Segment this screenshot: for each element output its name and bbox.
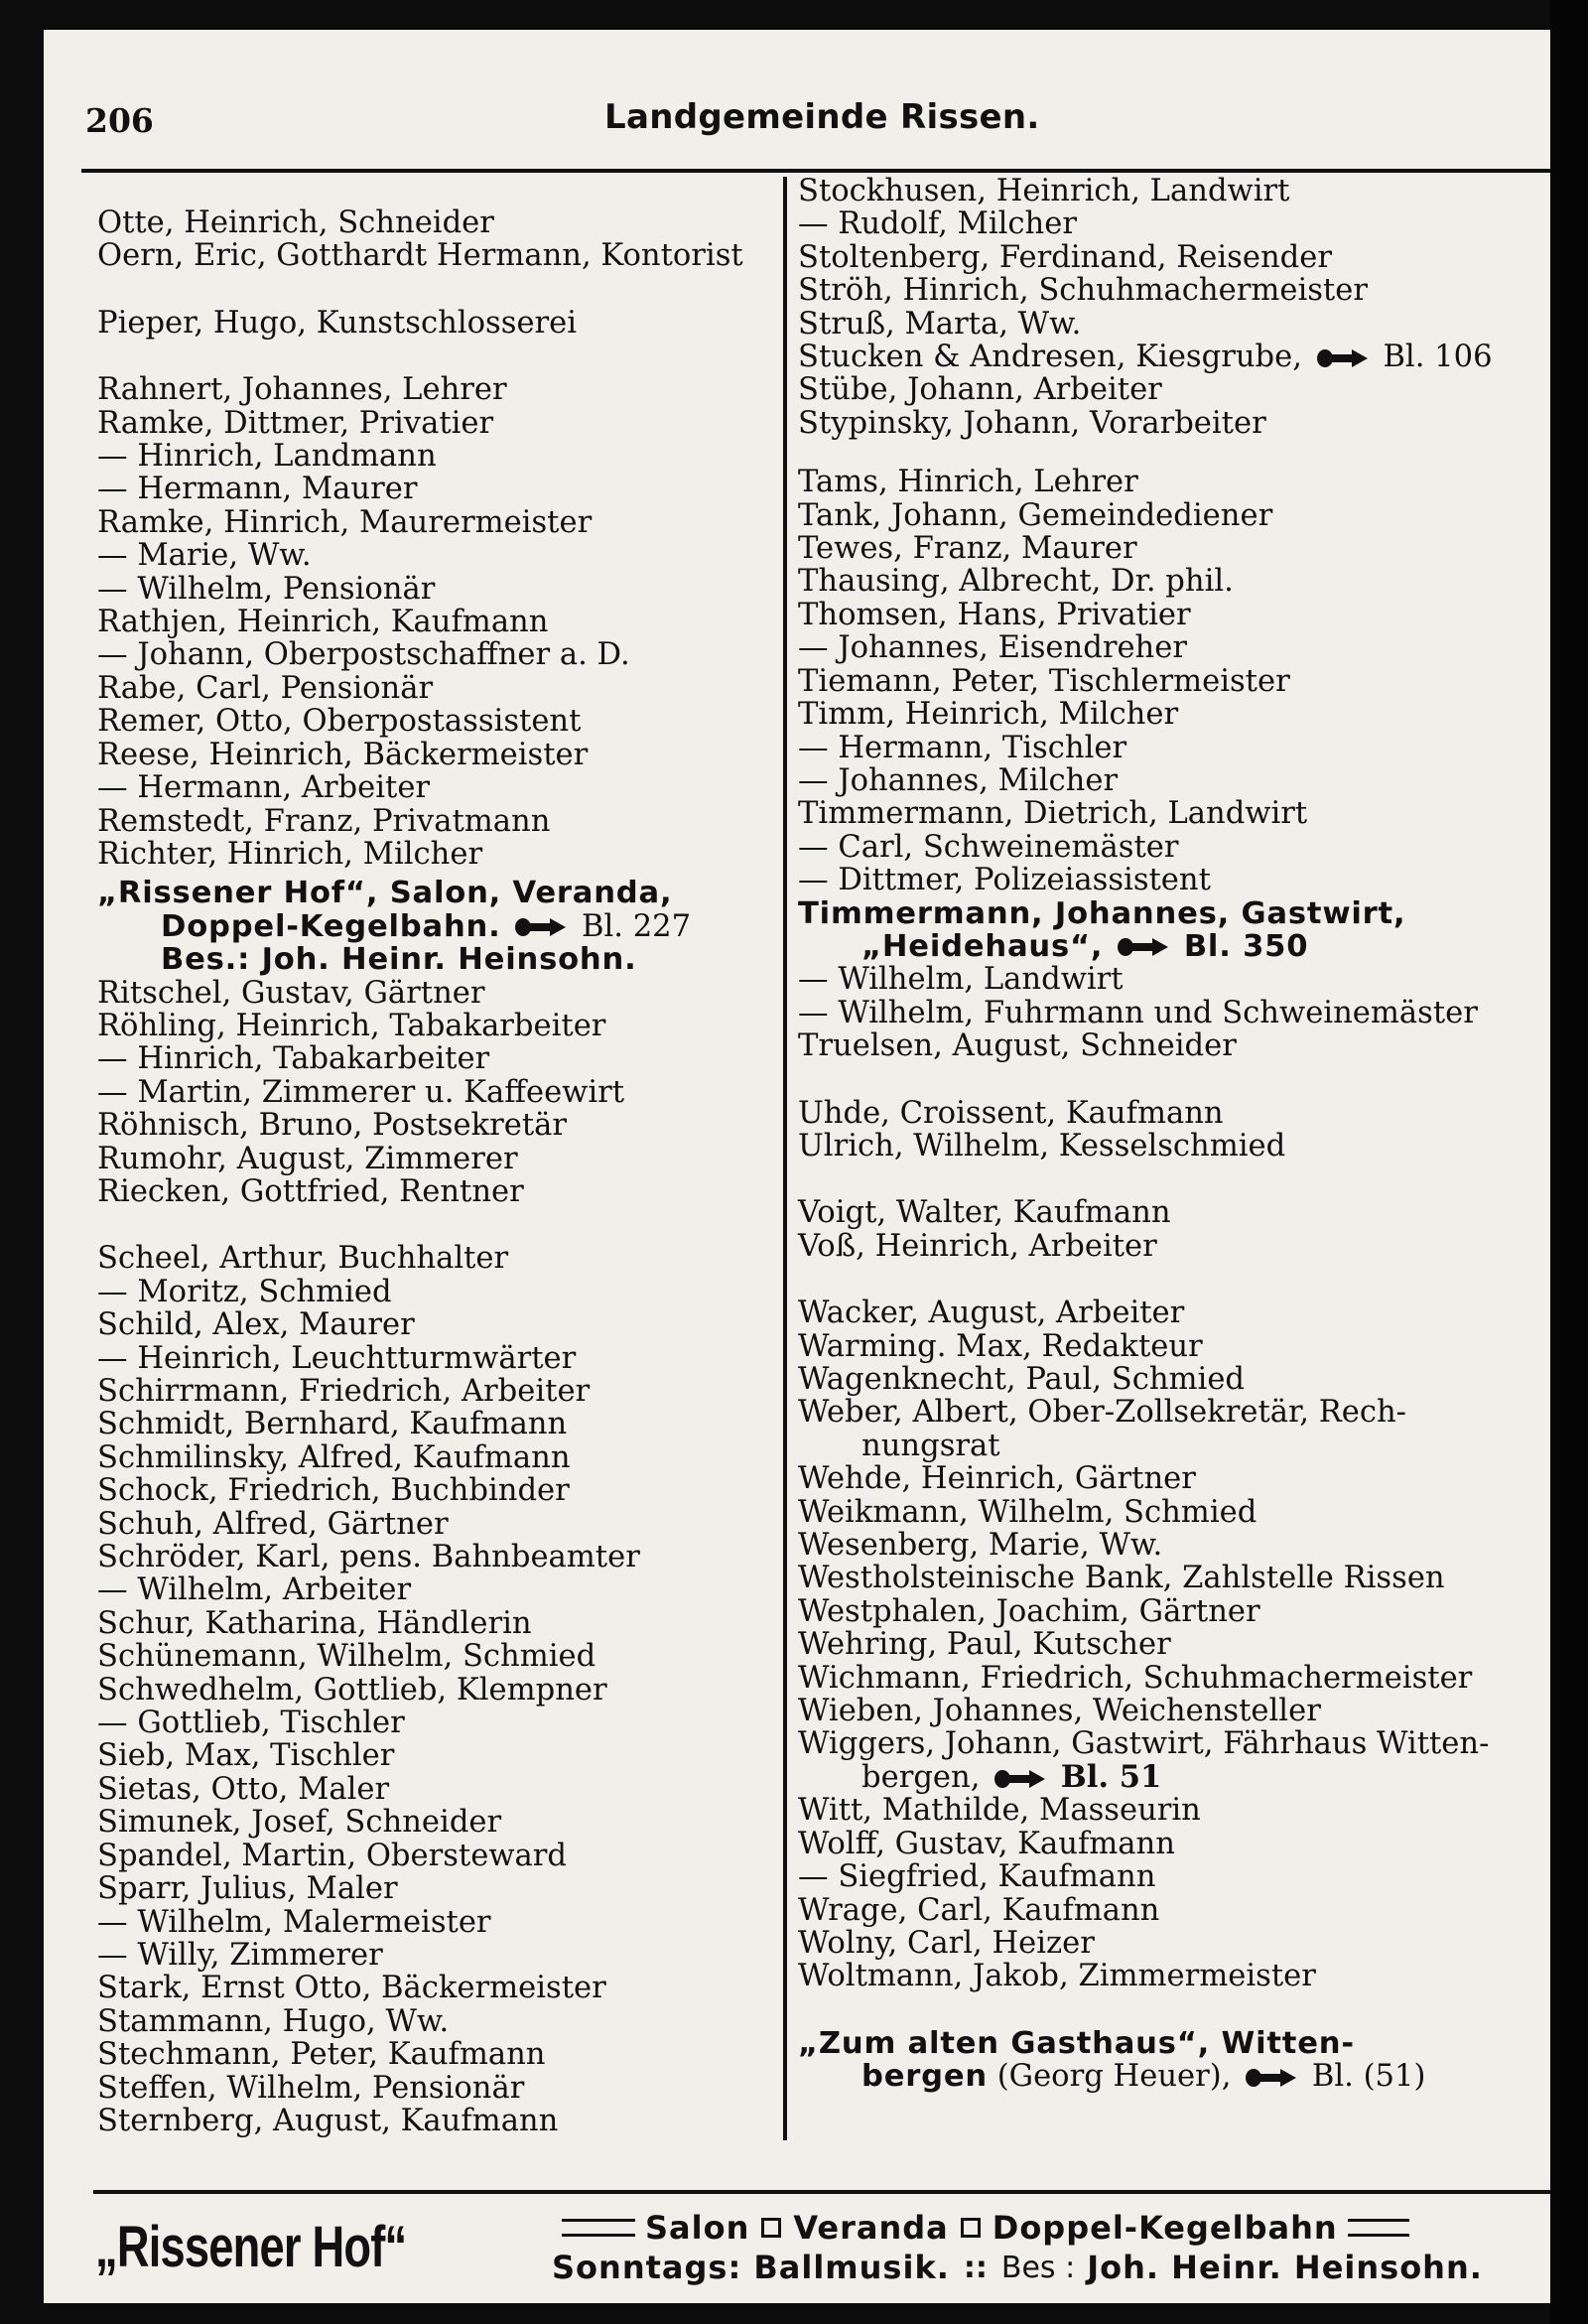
list-item [798,341,1550,373]
list-item: Witt, Mathilde, Masseurin [798,1793,1201,1829]
list-item: Woltmann, Jakob, Zimmermeister [798,1959,1316,1994]
section-v [798,1196,1550,1263]
square-separator-icon [761,2218,781,2238]
list-item: Weikmann, Wilhelm, Schmied [798,1494,1257,1530]
list-item: Remer, Otto, Oberpostassistent [97,704,582,740]
list-item: Schur, Katharina, Händlerin [97,1605,532,1641]
list-item: Wolny, Carl, Heizer [798,1925,1095,1961]
list-item: Wehring, Paul, Kutscher [798,1627,1171,1663]
list-item: Thomsen, Hans, Privatier [798,597,1191,632]
footer-rule [93,2190,1550,2194]
ad-zum-alten-gasthaus [798,2027,1550,2094]
list-item: Richter, Hinrich, Milcher [97,836,483,872]
telephone-icon [1117,936,1170,958]
list-item: Ritschel, Gustav, Gärtner [97,975,485,1011]
list-item: Struß, Marta, Ww. [798,306,1082,342]
entry-text: Stucken & Andresen, Kiesgrube, [798,340,1302,375]
section-s-right-continued [798,373,1550,440]
list-item: Schuh, Alfred, Gärtner [97,1506,449,1542]
telephone-icon [1245,2067,1298,2089]
phone-number: Bl. 350 [1183,928,1309,964]
scan-edge [1550,0,1588,2324]
list-item: — Wilhelm, Arbeiter [97,1572,412,1608]
list-item: Wehde, Heinrich, Gärtner [798,1461,1196,1497]
list-item [798,1758,1550,1795]
list-item: Ströh, Hinrich, Schuhmachermeister [798,273,1368,309]
ad-text: Doppel-Kegelbahn. [161,908,501,944]
footer-row [552,2248,1544,2287]
square-separator-icon [961,2218,981,2238]
section-s-right [798,175,1550,341]
list-item: Ulrich, Wilhelm, Kesselschmied [798,1128,1286,1163]
list-item: — Marie, Ww. [97,538,312,574]
phone-number: Bl. (51) [1311,2059,1426,2095]
list-item: Ramke, Dittmer, Privatier [97,405,494,441]
header-rule [81,169,1550,173]
list-item: Oern, Eric, Gotthardt Hermann, Kontorist [97,238,743,274]
list-item: — Johannes, Milcher [798,762,1119,798]
footer-veranda: Veranda [793,2209,949,2247]
list-item: Rathjen, Heinrich, Kaufmann [97,605,549,640]
double-rule [1348,2219,1409,2237]
list-item: Wesenberg, Marie, Ww. [798,1528,1163,1564]
section-t [798,466,1550,896]
list-item: Schild, Alex, Maurer [97,1307,415,1343]
list-item: Schock, Friedrich, Buchbinder [97,1473,570,1509]
list-item: Stechmann, Peter, Kaufmann [97,2037,546,2073]
phone-number: Bl. 51 [1060,1758,1162,1795]
list-item: nungsrat [861,1428,1000,1463]
list-item: Sietas, Otto, Maler [97,1771,390,1807]
ad-text: (Georg Heuer), [996,2059,1232,2095]
ad-line [798,930,1550,963]
footer-ad [552,2208,1544,2287]
column-rule [783,177,787,2140]
list-item: Sieb, Max, Tischler [97,1738,395,1774]
list-item: Otte, Heinrich, Schneider [97,205,494,240]
page-number: 206 [85,101,154,140]
list-item: — Johannes, Eisendreher [798,630,1187,666]
list-item: — Wilhelm, Pensionär [97,571,436,607]
list-item: Timmermann, Dietrich, Landwirt [798,796,1308,832]
list-item: Wagenknecht, Paul, Schmied [798,1362,1246,1397]
list-item: — Hermann, Arbeiter [97,770,431,806]
section-o [97,206,792,273]
ad-rissener-hof [97,877,792,976]
footer-sonntags: Sonntags: Ballmusik. [552,2249,950,2286]
list-item: — Willy, Zimmerer [97,1937,383,1973]
list-item: Ramke, Hinrich, Maurermeister [97,504,593,540]
ad-text: bergen [861,2059,988,2095]
list-item: Tams, Hinrich, Lehrer [798,465,1138,500]
footer-row [552,2208,1544,2248]
list-item: — Wilhelm, Landwirt [798,962,1124,998]
list-item: Timm, Heinrich, Milcher [798,697,1179,733]
list-item: Stockhusen, Heinrich, Landwirt [798,174,1290,208]
list-item: Schmidt, Bernhard, Kaufmann [97,1407,568,1442]
footer-salon: Salon [645,2209,750,2247]
list-item: — Hermann, Tischler [798,730,1127,765]
list-item: Stoltenberg, Ferdinand, Reisender [798,239,1332,275]
list-item: Röhnisch, Bruno, Postsekretär [97,1108,568,1144]
list-item: Warming. Max, Redakteur [798,1328,1203,1364]
list-item: Scheel, Arthur, Buchhalter [97,1241,509,1277]
list-item: — Carl, Schweinemäster [798,829,1179,865]
right-column [798,175,1550,2094]
list-item: Riecken, Gottfried, Rentner [97,1173,524,1209]
list-item: Stammann, Hugo, Ww. [97,2003,450,2039]
telephone-icon [1316,347,1370,369]
ad-line: „Zum alten Gasthaus“, Witten- [798,2025,1355,2061]
list-item: Pieper, Hugo, Kunstschlosserei [97,305,578,341]
ad-line: Bes.: Joh. Heinr. Heinsohn. [161,942,637,978]
list-item: Rabe, Carl, Pensionär [97,670,434,706]
separator-icon: :: [963,2250,988,2285]
list-item: Schirrmann, Friedrich, Arbeiter [97,1374,591,1409]
telephone-icon [993,1768,1047,1790]
section-u [798,1097,1550,1163]
list-item: — Gottlieb, Tischler [97,1706,405,1741]
list-item: — Heinrich, Leuchtturmwärter [97,1340,577,1376]
ad-text: „Heidehaus“, [861,928,1104,964]
list-item: Stypinsky, Johann, Vorarbeiter [798,405,1266,441]
list-item: Spandel, Martin, Obersteward [97,1838,567,1873]
footer-brand: „Rissener Hof“ [95,2215,407,2279]
list-item: Wichmann, Friedrich, Schuhmachermeister [798,1660,1473,1696]
list-item: Wacker, August, Arbeiter [798,1296,1185,1331]
double-rule [562,2219,635,2237]
list-item: Rumohr, August, Zimmerer [97,1141,518,1176]
list-item: Stark, Ernst Otto, Bäckermeister [97,1971,606,2006]
list-item: Tank, Johann, Gemeindediener [798,497,1273,533]
list-item: — Hermann, Maurer [97,472,418,507]
list-item: — Siegfried, Kaufmann [798,1859,1156,1895]
list-item: Westholsteinische Bank, Zahlstelle Rissen [798,1561,1445,1596]
list-item: Truelsen, August, Schneider [798,1028,1237,1064]
footer-kegelbahn: Doppel-Kegelbahn [992,2209,1338,2247]
list-item: Uhde, Croissent, Kaufmann [798,1095,1224,1131]
list-item: Schwedhelm, Gottlieb, Klempner [97,1672,607,1708]
list-item: Wolff, Gustav, Kaufmann [798,1826,1175,1861]
list-item: Röhling, Heinrich, Tabakarbeiter [97,1008,606,1043]
left-column [97,206,792,2137]
list-item: Steffen, Wilhelm, Pensionär [97,2070,525,2106]
section-r-continued [97,977,792,1209]
list-item: Tewes, Franz, Maurer [798,531,1137,567]
ad-line [798,2060,1550,2093]
ad-heidehaus [798,897,1550,964]
list-item: — Wilhelm, Malermeister [97,1904,491,1940]
list-item: Wieben, Johannes, Weichensteller [798,1694,1321,1729]
list-item: Rahnert, Johannes, Lehrer [97,372,507,408]
running-title: Landgemeinde Rissen. [604,97,1040,137]
list-item: — Hinrich, Landmann [97,439,437,475]
list-item: — Wilhelm, Fuhrmann und Schweinemäster [798,995,1478,1030]
list-item: Sparr, Julius, Maler [97,1871,398,1907]
list-item: Remstedt, Franz, Privatmann [97,803,551,839]
list-item: Wiggers, Johann, Gastwirt, Fährhaus Witten- [798,1726,1490,1762]
list-item: Voß, Heinrich, Arbeiter [798,1228,1157,1264]
list-item: Sternberg, August, Kaufmann [97,2103,559,2138]
directory-page [44,30,1550,2303]
section-s [97,1242,792,2137]
list-item: — Moritz, Schmied [97,1274,392,1309]
list-item: — Martin, Zimmerer u. Kaffeewirt [97,1074,625,1110]
list-item: Reese, Heinrich, Bäckermeister [97,737,589,772]
ad-line: Timmermann, Johannes, Gastwirt, [798,895,1406,931]
list-item: — Hinrich, Tabakarbeiter [97,1041,490,1077]
list-item: — Dittmer, Polizeiassistent [798,863,1211,898]
list-item: Thausing, Albrecht, Dr. phil. [798,564,1234,600]
list-item: Wrage, Carl, Kaufmann [798,1892,1160,1928]
list-item: — Johann, Oberpostschaffner a. D. [97,637,630,673]
ad-line: „Rissener Hof“, Salon, Veranda, [97,876,673,911]
list-item: Schünemann, Wilhelm, Schmied [97,1639,596,1675]
footer-owner: Joh. Heinr. Heinsohn. [1087,2249,1483,2286]
telephone-icon [514,916,568,938]
list-item: Stübe, Johann, Arbeiter [798,372,1162,408]
ad-line [97,910,792,943]
list-item: Simunek, Josef, Schneider [97,1805,502,1841]
section-p [97,307,792,340]
section-w-continued [798,1794,1550,1992]
phone-number: Bl. 227 [582,908,692,944]
list-item: Voigt, Walter, Kaufmann [798,1195,1171,1231]
list-item: Westphalen, Joachim, Gärtner [798,1593,1260,1629]
entry-text: bergen, [861,1759,981,1795]
list-item: — Rudolf, Milcher [798,206,1077,242]
footer-owner-label: Bes : [1000,2250,1076,2285]
list-item: Schröder, Karl, pens. Bahnbeamter [97,1540,640,1575]
list-item: Weber, Albert, Ober-Zollsekretär, Rech- [798,1395,1407,1431]
section-w [798,1297,1550,1761]
list-item: Schmilinsky, Alfred, Kaufmann [97,1439,571,1475]
list-item: Tiemann, Peter, Tischlermeister [798,663,1290,699]
phone-number: Bl. 106 [1383,340,1493,375]
section-t-continued [798,963,1550,1062]
section-r [97,373,792,871]
